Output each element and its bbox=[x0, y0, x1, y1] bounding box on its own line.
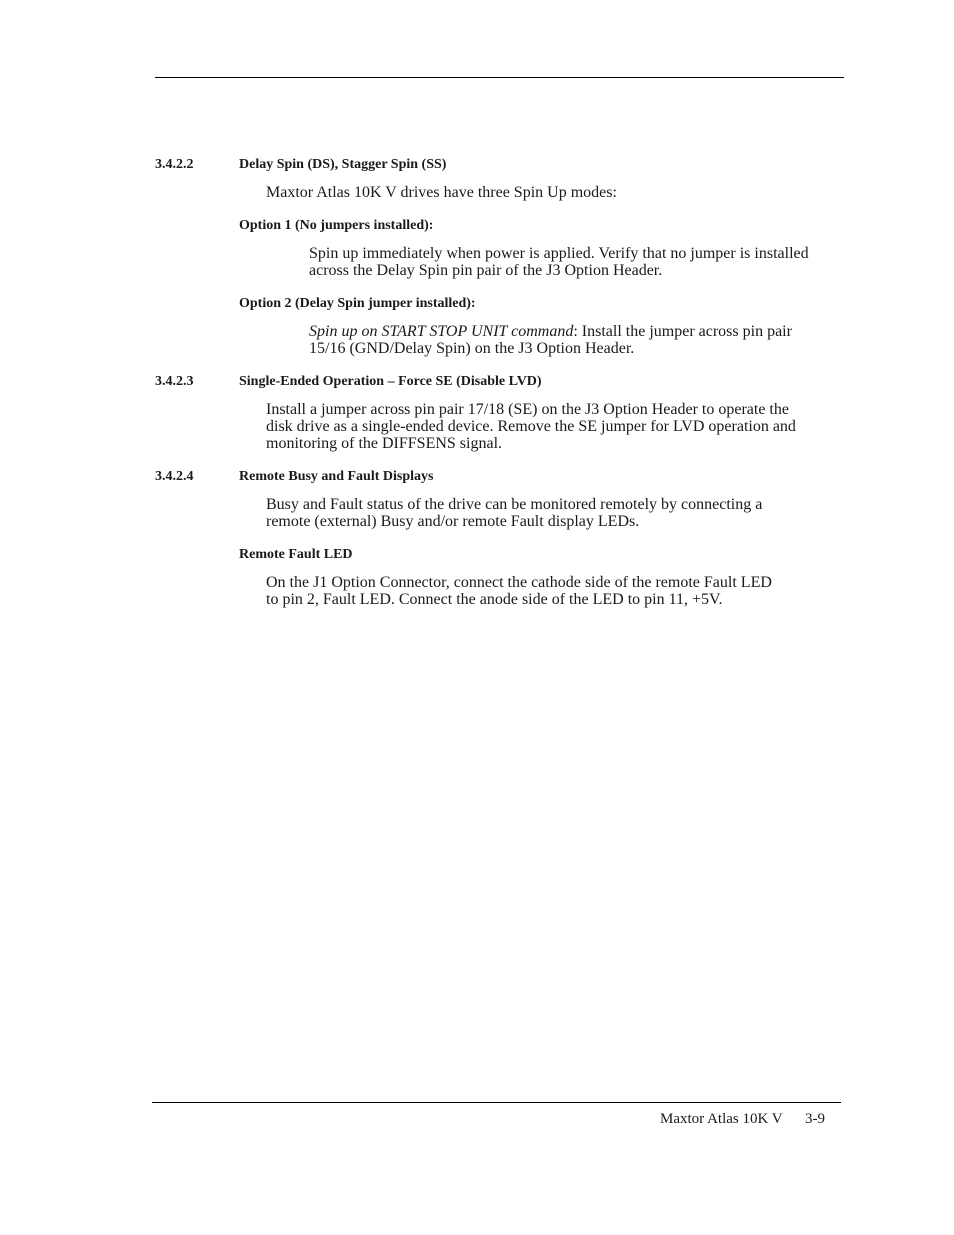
section-number: 3.4.2.4 bbox=[155, 469, 194, 484]
section-title: Single-Ended Operation – Force SE (Disable LVD) bbox=[239, 374, 542, 389]
option-heading: Option 2 (Delay Spin jumper installed): bbox=[239, 296, 476, 311]
italic-command: Spin up on START STOP UNIT command bbox=[309, 323, 574, 340]
option-heading: Option 1 (No jumpers installed): bbox=[239, 218, 434, 233]
section-title: Delay Spin (DS), Stagger Spin (SS) bbox=[239, 157, 447, 172]
paragraph-line: 15/16 (GND/Delay Spin) on the J3 Option Header. bbox=[309, 340, 635, 357]
paragraph-line: monitoring of the DIFFSENS signal. bbox=[266, 435, 503, 452]
paragraph: Maxtor Atlas 10K V drives have three Spin Up modes: bbox=[266, 184, 617, 201]
paragraph-line: Busy and Fault status of the drive can be monitored remotely by connecting a bbox=[266, 496, 763, 513]
section-number: 3.4.2.2 bbox=[155, 157, 194, 172]
footer-rule bbox=[152, 1102, 841, 1103]
paragraph-line: remote (external) Busy and/or remote Fault display LEDs. bbox=[266, 513, 640, 530]
paragraph-text: : Install the jumper across pin pair bbox=[573, 323, 792, 340]
paragraph-line bbox=[309, 323, 792, 341]
section-title: Remote Busy and Fault Displays bbox=[239, 469, 434, 484]
paragraph-line: Install a jumper across pin pair 17/18 (SE) on the J3 Option Header to operate the bbox=[266, 401, 789, 418]
paragraph-line: across the Delay Spin pin pair of the J3 Option Header. bbox=[309, 262, 663, 279]
paragraph-line: to pin 2, Fault LED. Connect the anode side of the LED to pin 11, +5V. bbox=[266, 591, 723, 608]
subsection-heading: Remote Fault LED bbox=[239, 547, 353, 562]
paragraph-line: Spin up immediately when power is applied. Verify that no jumper is installed bbox=[309, 245, 809, 262]
header-rule bbox=[155, 77, 844, 78]
footer-product: Maxtor Atlas 10K V bbox=[660, 1111, 783, 1127]
section-number: 3.4.2.3 bbox=[155, 374, 194, 389]
paragraph-line: disk drive as a single-ended device. Remove the SE jumper for LVD operation and bbox=[266, 418, 796, 435]
paragraph-line: On the J1 Option Connector, connect the cathode side of the remote Fault LED bbox=[266, 574, 772, 591]
page-number: 3-9 bbox=[805, 1111, 825, 1127]
